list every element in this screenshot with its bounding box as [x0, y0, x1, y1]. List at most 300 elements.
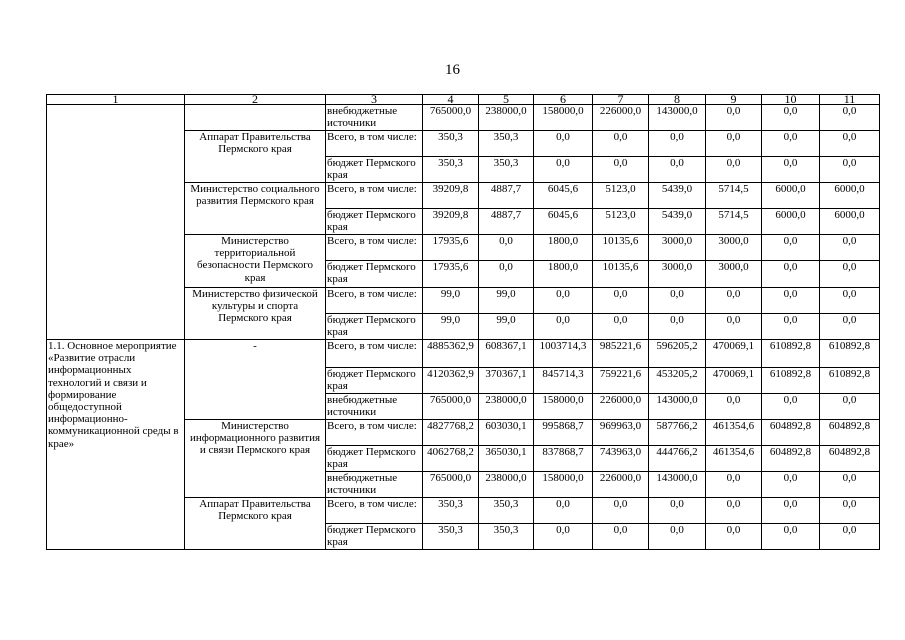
value-text: 0,0: [613, 288, 628, 300]
value-cell: [593, 340, 649, 368]
value-cell: [762, 261, 820, 288]
funding-source-cell: бюджет Пермского края: [326, 446, 423, 472]
value-cell: [479, 524, 534, 550]
budget-table: [46, 94, 880, 550]
value-cell: [593, 446, 649, 472]
value-text: 0,0: [783, 472, 798, 484]
value-cell: [820, 209, 880, 235]
value-cell: [479, 261, 534, 288]
value-text: 461354,6: [712, 446, 755, 458]
value-cell: [593, 472, 649, 498]
value-cell: [649, 105, 706, 131]
value-text: 0,0: [499, 261, 513, 273]
value-cell: [649, 235, 706, 261]
value-cell: [649, 420, 706, 446]
funding-source-cell: бюджет Пермского края: [326, 314, 423, 340]
value-text: 226000,0: [599, 394, 642, 406]
column-header: 7: [593, 95, 649, 105]
value-cell: [534, 420, 593, 446]
value-cell: [534, 314, 593, 340]
value-text: 0,0: [670, 157, 684, 169]
value-text: 0,0: [670, 288, 684, 300]
funding-source-cell: внебюджетные источники: [326, 472, 423, 498]
funding-source-cell: бюджет Пермского края: [326, 261, 423, 288]
value-cell: [423, 394, 479, 420]
value-cell: [706, 288, 762, 314]
value-text: 1003714,3: [539, 340, 587, 352]
value-cell: [706, 446, 762, 472]
value-text: 4885362,9: [427, 340, 474, 352]
value-text: 0,0: [613, 498, 628, 510]
value-text: 10135,6: [602, 235, 639, 247]
page-number: 16: [445, 62, 460, 78]
responsible-executor-cell: Аппарат Правительства Пермского края: [185, 498, 326, 550]
value-cell: [820, 340, 880, 368]
value-text: 0,0: [726, 394, 741, 406]
funding-source-cell: бюджет Пермского края: [326, 157, 423, 183]
value-text: 0,0: [783, 394, 798, 406]
value-text: 0,0: [613, 157, 628, 169]
value-cell: [649, 524, 706, 550]
value-text: 4887,7: [490, 183, 522, 195]
responsible-executor-cell: [185, 105, 326, 131]
value-cell: [820, 314, 880, 340]
value-cell: [706, 314, 762, 340]
value-cell: [706, 368, 762, 394]
value-text: 845714,3: [542, 368, 584, 380]
value-cell: [534, 368, 593, 394]
value-text: 6045,6: [547, 209, 579, 221]
funding-source-cell: Всего, в том числе:: [326, 498, 423, 524]
column-header: 3: [326, 95, 423, 105]
value-text: 604892,8: [828, 446, 871, 458]
table-row: [47, 105, 880, 131]
responsible-executor-cell: Аппарат Правительства Пермского края: [185, 131, 326, 183]
value-text: 0,0: [670, 314, 684, 326]
value-cell: [762, 183, 820, 209]
value-text: 350,3: [493, 131, 519, 143]
value-cell: [706, 524, 762, 550]
value-cell: [820, 235, 880, 261]
value-text: 99,0: [496, 288, 516, 300]
value-cell: [706, 498, 762, 524]
value-text: 0,0: [783, 261, 798, 273]
value-text: 238000,0: [485, 105, 527, 117]
value-text: 6000,0: [775, 209, 806, 221]
funding-source-cell: бюджет Пермского края: [326, 524, 423, 550]
value-cell: [534, 288, 593, 314]
value-text: 99,0: [440, 314, 461, 326]
value-cell: [593, 261, 649, 288]
value-cell: [762, 235, 820, 261]
value-cell: [762, 131, 820, 157]
value-text: 5123,0: [605, 209, 636, 221]
value-text: 453205,2: [656, 368, 698, 380]
value-text: 350,3: [493, 524, 519, 536]
value-text: 6000,0: [834, 183, 865, 195]
funding-source-cell: Всего, в том числе:: [326, 131, 423, 157]
responsible-executor-cell: Министерство территориальной безопасности Пермского края: [185, 235, 326, 288]
value-text: 143000,0: [656, 394, 698, 406]
value-cell: [479, 394, 534, 420]
value-text: 4827768,2: [427, 420, 474, 432]
value-text: 143000,0: [656, 105, 698, 117]
value-text: 0,0: [842, 524, 857, 536]
value-cell: [820, 368, 880, 394]
value-cell: [534, 105, 593, 131]
value-text: 3000,0: [661, 235, 693, 247]
value-cell: [593, 209, 649, 235]
value-cell: [706, 472, 762, 498]
value-cell: [706, 235, 762, 261]
value-text: 158000,0: [542, 394, 584, 406]
value-cell: [820, 105, 880, 131]
value-text: 0,0: [842, 105, 857, 117]
value-text: 604892,8: [769, 446, 812, 458]
value-text: 0,0: [783, 105, 798, 117]
value-cell: [593, 157, 649, 183]
responsible-executor-cell: Министерство физической культуры и спорта Пермского края: [185, 288, 326, 340]
value-text: 0,0: [842, 288, 857, 300]
value-cell: [593, 420, 649, 446]
value-text: 608367,1: [485, 340, 527, 352]
value-text: 759221,6: [599, 368, 642, 380]
value-cell: [649, 498, 706, 524]
funding-source-cell: Всего, в том числе:: [326, 235, 423, 261]
value-text: 0,0: [842, 472, 857, 484]
value-cell: [706, 183, 762, 209]
value-cell: [649, 368, 706, 394]
responsible-executor-cell: -: [185, 340, 326, 420]
value-cell: [479, 368, 534, 394]
value-text: 0,0: [556, 288, 570, 300]
value-text: 6000,0: [775, 183, 806, 195]
value-text: 5439,0: [661, 183, 693, 195]
value-text: 0,0: [726, 498, 741, 510]
value-cell: [423, 261, 479, 288]
responsible-executor-cell: Министерство социального развития Пермского края: [185, 183, 326, 235]
value-text: 0,0: [783, 131, 798, 143]
value-text: 17935,6: [432, 261, 469, 273]
value-cell: [649, 288, 706, 314]
value-text: 0,0: [842, 235, 857, 247]
value-text: 470069,1: [712, 368, 755, 380]
value-text: 995868,7: [542, 420, 584, 432]
value-text: 985221,6: [599, 340, 642, 352]
value-cell: [593, 524, 649, 550]
value-text: 0,0: [783, 288, 798, 300]
value-cell: [649, 446, 706, 472]
value-text: 0,0: [556, 524, 570, 536]
value-cell: [423, 209, 479, 235]
value-cell: [423, 131, 479, 157]
value-cell: [706, 394, 762, 420]
value-text: 0,0: [613, 131, 628, 143]
value-cell: [423, 524, 479, 550]
value-cell: [423, 288, 479, 314]
value-cell: [423, 157, 479, 183]
value-text: 350,3: [438, 157, 463, 169]
value-text: 5123,0: [605, 183, 636, 195]
value-cell: [479, 157, 534, 183]
column-header: 10: [762, 95, 820, 105]
value-cell: [479, 472, 534, 498]
column-header: 9: [706, 95, 762, 105]
value-cell: [762, 394, 820, 420]
value-text: 604892,8: [769, 420, 812, 432]
value-text: 0,0: [783, 314, 798, 326]
value-text: 39209,8: [432, 209, 469, 221]
value-text: 0,0: [726, 105, 741, 117]
value-cell: [534, 446, 593, 472]
value-cell: [479, 340, 534, 368]
value-cell: [762, 446, 820, 472]
value-text: 610892,8: [769, 340, 812, 352]
funding-source-cell: внебюджетные источники: [326, 105, 423, 131]
value-cell: [820, 524, 880, 550]
value-text: 0,0: [499, 235, 513, 247]
value-cell: [534, 157, 593, 183]
value-cell: [423, 420, 479, 446]
value-cell: [423, 105, 479, 131]
column-header: 8: [649, 95, 706, 105]
value-text: 0,0: [842, 157, 857, 169]
value-cell: [534, 183, 593, 209]
value-cell: [762, 420, 820, 446]
value-text: 17935,6: [432, 235, 469, 247]
value-text: 0,0: [842, 498, 857, 510]
value-cell: [593, 394, 649, 420]
value-cell: [423, 446, 479, 472]
value-text: 350,3: [493, 157, 519, 169]
value-text: 5714,5: [718, 183, 749, 195]
value-cell: [593, 105, 649, 131]
value-cell: [649, 314, 706, 340]
value-cell: [479, 105, 534, 131]
value-text: 610892,8: [828, 340, 871, 352]
value-text: 765000,0: [429, 472, 472, 484]
funding-source-cell: Всего, в том числе:: [326, 420, 423, 446]
value-cell: [762, 340, 820, 368]
value-cell: [762, 157, 820, 183]
value-cell: [706, 261, 762, 288]
value-cell: [649, 472, 706, 498]
value-cell: [649, 209, 706, 235]
value-cell: [820, 288, 880, 314]
value-text: 4062768,2: [427, 446, 474, 458]
value-text: 99,0: [440, 288, 461, 300]
value-cell: [762, 288, 820, 314]
value-text: 350,3: [438, 498, 463, 510]
value-cell: [534, 524, 593, 550]
value-text: 0,0: [726, 157, 741, 169]
header-row: [47, 95, 880, 105]
value-text: 0,0: [726, 524, 741, 536]
value-text: 587766,2: [656, 420, 698, 432]
value-cell: [479, 209, 534, 235]
value-text: 0,0: [613, 314, 628, 326]
value-cell: [593, 235, 649, 261]
value-cell: [820, 472, 880, 498]
value-text: 0,0: [783, 235, 798, 247]
value-text: 837868,7: [542, 446, 584, 458]
value-text: 0,0: [726, 472, 741, 484]
value-text: 6000,0: [834, 209, 865, 221]
value-text: 0,0: [670, 498, 684, 510]
value-cell: [649, 157, 706, 183]
value-text: 5439,0: [661, 209, 693, 221]
value-cell: [479, 235, 534, 261]
column-header: 2: [185, 95, 326, 105]
value-text: 444766,2: [656, 446, 698, 458]
value-text: 0,0: [783, 498, 798, 510]
value-cell: [423, 498, 479, 524]
value-cell: [479, 498, 534, 524]
value-text: 610892,8: [769, 368, 812, 380]
value-text: 350,3: [438, 131, 463, 143]
funding-source-cell: внебюджетные источники: [326, 394, 423, 420]
value-cell: [534, 261, 593, 288]
value-text: 0,0: [556, 314, 570, 326]
value-cell: [593, 183, 649, 209]
value-text: 0,0: [726, 314, 741, 326]
value-cell: [479, 420, 534, 446]
value-cell: [479, 288, 534, 314]
value-text: 765000,0: [429, 394, 472, 406]
funding-source-cell: Всего, в том числе:: [326, 183, 423, 209]
value-text: 0,0: [726, 131, 741, 143]
value-text: 603030,1: [485, 420, 527, 432]
event-name-cell: [47, 105, 185, 340]
value-cell: [820, 157, 880, 183]
value-cell: [423, 235, 479, 261]
value-text: 1800,0: [547, 261, 579, 273]
value-cell: [762, 524, 820, 550]
column-header: 4: [423, 95, 479, 105]
value-text: 143000,0: [656, 472, 698, 484]
value-text: 350,3: [438, 524, 463, 536]
value-cell: [820, 394, 880, 420]
value-text: 0,0: [783, 157, 798, 169]
value-cell: [762, 472, 820, 498]
value-cell: [534, 394, 593, 420]
value-text: 969963,0: [599, 420, 642, 432]
funding-source-cell: бюджет Пермского края: [326, 368, 423, 394]
value-cell: [762, 314, 820, 340]
value-cell: [534, 209, 593, 235]
value-text: 4120362,9: [427, 368, 474, 380]
value-cell: [706, 340, 762, 368]
value-cell: [423, 368, 479, 394]
event-name-cell: 1.1. Основное мероприятие «Развитие отрасли информационных технологий и связи и формирование общедоступной информационно-коммуникационной среды в крае»: [47, 340, 185, 550]
value-text: 0,0: [783, 524, 798, 536]
value-text: 0,0: [842, 394, 857, 406]
value-cell: [479, 183, 534, 209]
value-text: 10135,6: [602, 261, 639, 273]
value-cell: [820, 183, 880, 209]
value-text: 158000,0: [542, 105, 584, 117]
value-cell: [820, 261, 880, 288]
value-cell: [534, 498, 593, 524]
value-text: 226000,0: [599, 472, 642, 484]
value-text: 39209,8: [432, 183, 469, 195]
value-cell: [762, 498, 820, 524]
value-text: 0,0: [726, 288, 741, 300]
value-text: 1800,0: [547, 235, 579, 247]
value-text: 99,0: [496, 314, 516, 326]
value-cell: [649, 183, 706, 209]
value-cell: [820, 446, 880, 472]
value-text: 226000,0: [599, 105, 642, 117]
value-text: 238000,0: [485, 472, 527, 484]
responsible-executor-cell: Министерство информационного развития и связи Пермского края: [185, 420, 326, 498]
value-cell: [762, 368, 820, 394]
value-cell: [706, 209, 762, 235]
column-header: 1: [47, 95, 185, 105]
value-cell: [649, 340, 706, 368]
value-text: 5714,5: [718, 209, 749, 221]
value-text: 470069,1: [712, 340, 755, 352]
value-cell: [423, 314, 479, 340]
value-cell: [534, 472, 593, 498]
column-header: 6: [534, 95, 593, 105]
value-cell: [479, 314, 534, 340]
value-cell: [820, 420, 880, 446]
value-cell: [423, 183, 479, 209]
value-text: 610892,8: [828, 368, 871, 380]
value-text: 765000,0: [429, 105, 472, 117]
value-text: 350,3: [493, 498, 519, 510]
value-cell: [706, 105, 762, 131]
value-text: 0,0: [842, 131, 857, 143]
value-text: 0,0: [670, 131, 684, 143]
value-cell: [423, 472, 479, 498]
value-cell: [593, 498, 649, 524]
column-header: 5: [479, 95, 534, 105]
value-text: 0,0: [613, 524, 628, 536]
table-row: [47, 340, 880, 368]
value-cell: [649, 131, 706, 157]
value-cell: [479, 446, 534, 472]
value-cell: [534, 235, 593, 261]
value-cell: [479, 131, 534, 157]
funding-source-cell: Всего, в том числе:: [326, 340, 423, 368]
value-text: 0,0: [556, 157, 570, 169]
value-text: 3000,0: [718, 261, 749, 273]
value-cell: [820, 498, 880, 524]
value-text: 6045,6: [547, 183, 579, 195]
column-header: 11: [820, 95, 880, 105]
value-text: 370367,1: [485, 368, 527, 380]
value-text: 596205,2: [656, 340, 698, 352]
value-text: 461354,6: [712, 420, 755, 432]
funding-source-cell: Всего, в том числе:: [326, 288, 423, 314]
value-text: 158000,0: [542, 472, 584, 484]
value-text: 0,0: [556, 498, 570, 510]
value-text: 238000,0: [485, 394, 527, 406]
value-text: 0,0: [842, 314, 857, 326]
value-text: 4887,7: [490, 209, 522, 221]
value-cell: [534, 131, 593, 157]
value-text: 365030,1: [485, 446, 527, 458]
value-cell: [820, 131, 880, 157]
value-text: 743963,0: [599, 446, 642, 458]
value-cell: [706, 131, 762, 157]
value-text: 3000,0: [718, 235, 749, 247]
value-cell: [593, 131, 649, 157]
value-cell: [649, 261, 706, 288]
value-cell: [762, 209, 820, 235]
